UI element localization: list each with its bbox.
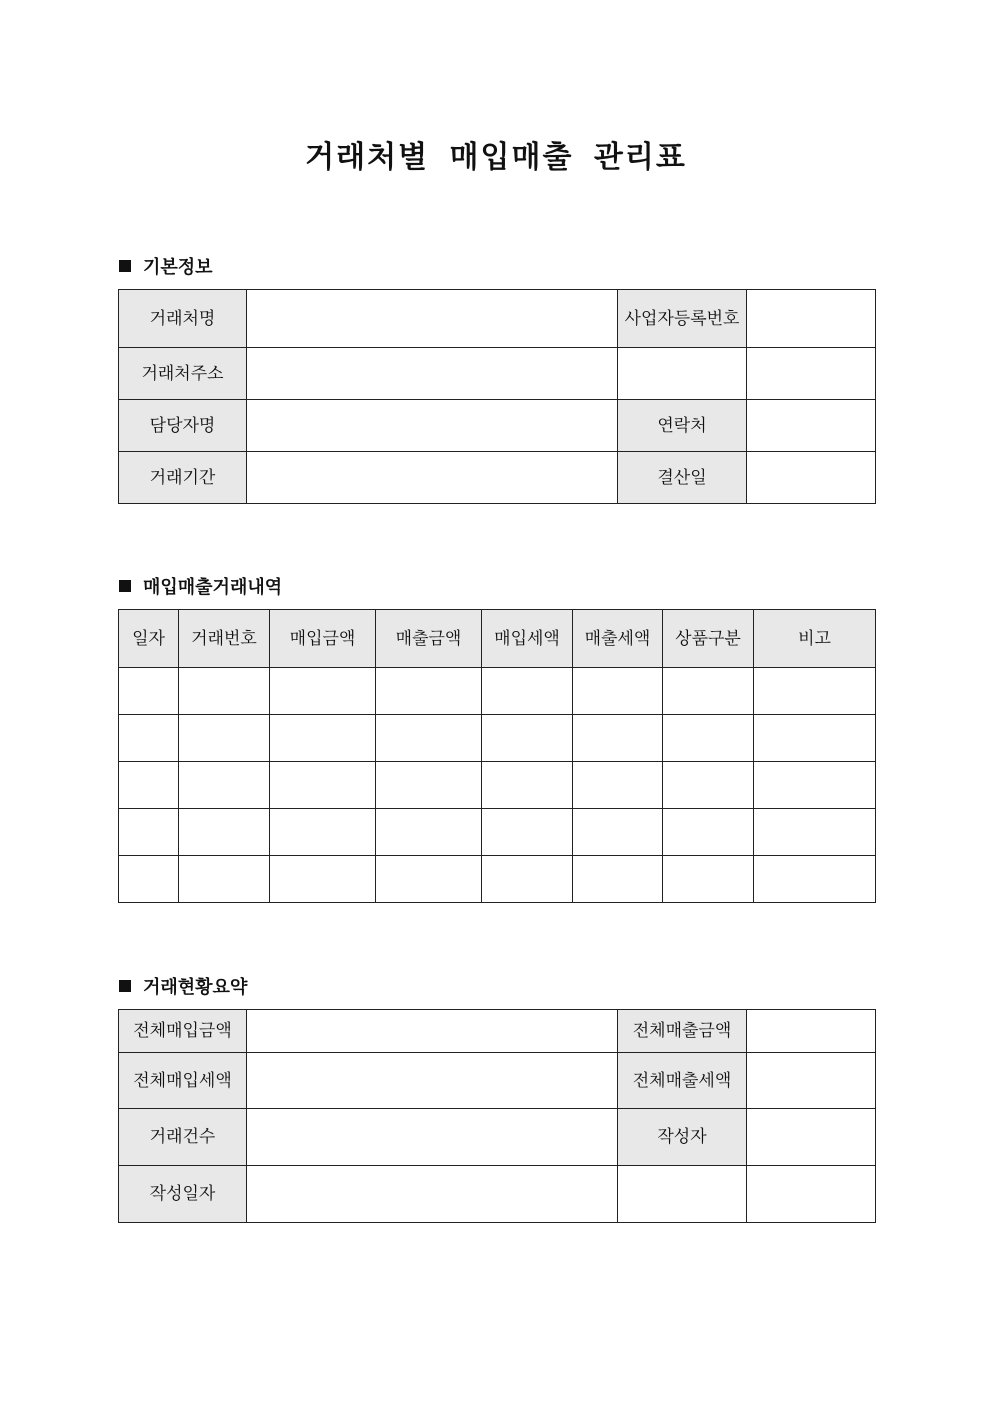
table-cell[interactable] (573, 856, 663, 903)
table-row (119, 1109, 876, 1166)
table-row (119, 668, 876, 715)
table-cell[interactable] (376, 809, 482, 856)
table-cell[interactable] (376, 715, 482, 762)
section-heading-summary-text: 거래현황요약 (143, 977, 248, 998)
table-cell[interactable] (179, 668, 270, 715)
basic-info-table (118, 289, 876, 504)
table-row (119, 452, 876, 504)
label-cell: 연락처 (618, 400, 747, 452)
table-cell[interactable] (482, 668, 573, 715)
label-cell: 사업자등록번호 (618, 290, 747, 348)
table-cell[interactable] (663, 856, 754, 903)
section-heading-basic (119, 253, 213, 279)
table-cell[interactable] (119, 668, 179, 715)
value-cell[interactable] (247, 400, 618, 452)
label-cell: 전체매입금액 (119, 1010, 247, 1053)
summary-table (118, 1009, 876, 1223)
table-cell[interactable] (119, 715, 179, 762)
table-cell[interactable] (270, 668, 376, 715)
label-cell: 작성자 (618, 1109, 747, 1166)
label-cell: 전체매출세액 (618, 1053, 747, 1109)
table-cell[interactable] (482, 809, 573, 856)
table-cell[interactable] (482, 715, 573, 762)
table-cell[interactable] (270, 762, 376, 809)
table-row (119, 290, 876, 348)
square-bullet-icon (119, 580, 131, 592)
value-cell[interactable] (247, 1166, 618, 1223)
table-cell[interactable] (179, 762, 270, 809)
table-row (119, 1166, 876, 1223)
label-cell: 거래기간 (119, 452, 247, 504)
value-cell[interactable] (747, 348, 876, 400)
section-heading-basic-text: 기본정보 (143, 257, 213, 278)
label-cell: 전체매출금액 (618, 1010, 747, 1053)
value-cell[interactable] (618, 348, 747, 400)
table-cell[interactable] (270, 715, 376, 762)
table-cell[interactable] (270, 809, 376, 856)
table-row (119, 1010, 876, 1053)
table-cell[interactable] (573, 762, 663, 809)
column-header: 매출금액 (376, 610, 482, 668)
table-cell[interactable] (179, 715, 270, 762)
value-cell[interactable] (747, 1053, 876, 1109)
column-header: 거래번호 (179, 610, 270, 668)
label-cell: 결산일 (618, 452, 747, 504)
table-row (119, 1053, 876, 1109)
table-header-row (119, 610, 876, 668)
value-cell[interactable] (247, 452, 618, 504)
table-cell[interactable] (376, 668, 482, 715)
section-heading-transactions-text: 매입매출거래내역 (143, 577, 283, 598)
column-header: 비고 (754, 610, 876, 668)
table-row (119, 348, 876, 400)
table-cell[interactable] (179, 809, 270, 856)
column-header: 매입세액 (482, 610, 573, 668)
table-cell[interactable] (573, 668, 663, 715)
label-cell: 작성일자 (119, 1166, 247, 1223)
value-cell[interactable] (747, 290, 876, 348)
table-cell[interactable] (754, 668, 876, 715)
square-bullet-icon (119, 260, 131, 272)
table-cell[interactable] (119, 809, 179, 856)
section-heading-transactions (119, 573, 282, 599)
table-cell[interactable] (376, 762, 482, 809)
value-cell[interactable] (247, 290, 618, 348)
table-row (119, 400, 876, 452)
table-cell[interactable] (754, 715, 876, 762)
label-cell: 거래건수 (119, 1109, 247, 1166)
transactions-table (118, 609, 876, 903)
value-cell[interactable] (618, 1166, 747, 1223)
table-cell[interactable] (573, 809, 663, 856)
table-cell[interactable] (754, 856, 876, 903)
table-cell[interactable] (663, 715, 754, 762)
label-cell: 담당자명 (119, 400, 247, 452)
table-row (119, 809, 876, 856)
value-cell[interactable] (747, 1109, 876, 1166)
table-cell[interactable] (119, 762, 179, 809)
label-cell: 거래처주소 (119, 348, 247, 400)
table-cell[interactable] (119, 856, 179, 903)
table-row (119, 856, 876, 903)
square-bullet-icon (119, 980, 131, 992)
table-cell[interactable] (754, 809, 876, 856)
column-header: 일자 (119, 610, 179, 668)
section-heading-summary (119, 973, 247, 999)
table-cell[interactable] (663, 809, 754, 856)
value-cell[interactable] (747, 452, 876, 504)
value-cell[interactable] (747, 1010, 876, 1053)
table-cell[interactable] (482, 856, 573, 903)
table-cell[interactable] (573, 715, 663, 762)
column-header: 매출세액 (573, 610, 663, 668)
column-header: 상품구분 (663, 610, 754, 668)
value-cell[interactable] (247, 1053, 618, 1109)
table-cell[interactable] (270, 856, 376, 903)
table-cell[interactable] (754, 762, 876, 809)
table-cell[interactable] (482, 762, 573, 809)
table-cell[interactable] (663, 668, 754, 715)
value-cell[interactable] (747, 400, 876, 452)
value-cell[interactable] (247, 348, 618, 400)
page-title: 거래처별 매입매출 관리표 (305, 140, 687, 175)
value-cell[interactable] (247, 1010, 618, 1053)
table-cell[interactable] (663, 762, 754, 809)
table-row (119, 715, 876, 762)
value-cell[interactable] (247, 1109, 618, 1166)
table-cell[interactable] (179, 856, 270, 903)
table-row (119, 762, 876, 809)
label-cell: 전체매입세액 (119, 1053, 247, 1109)
column-header: 매입금액 (270, 610, 376, 668)
value-cell[interactable] (747, 1166, 876, 1223)
label-cell: 거래처명 (119, 290, 247, 348)
table-cell[interactable] (376, 856, 482, 903)
